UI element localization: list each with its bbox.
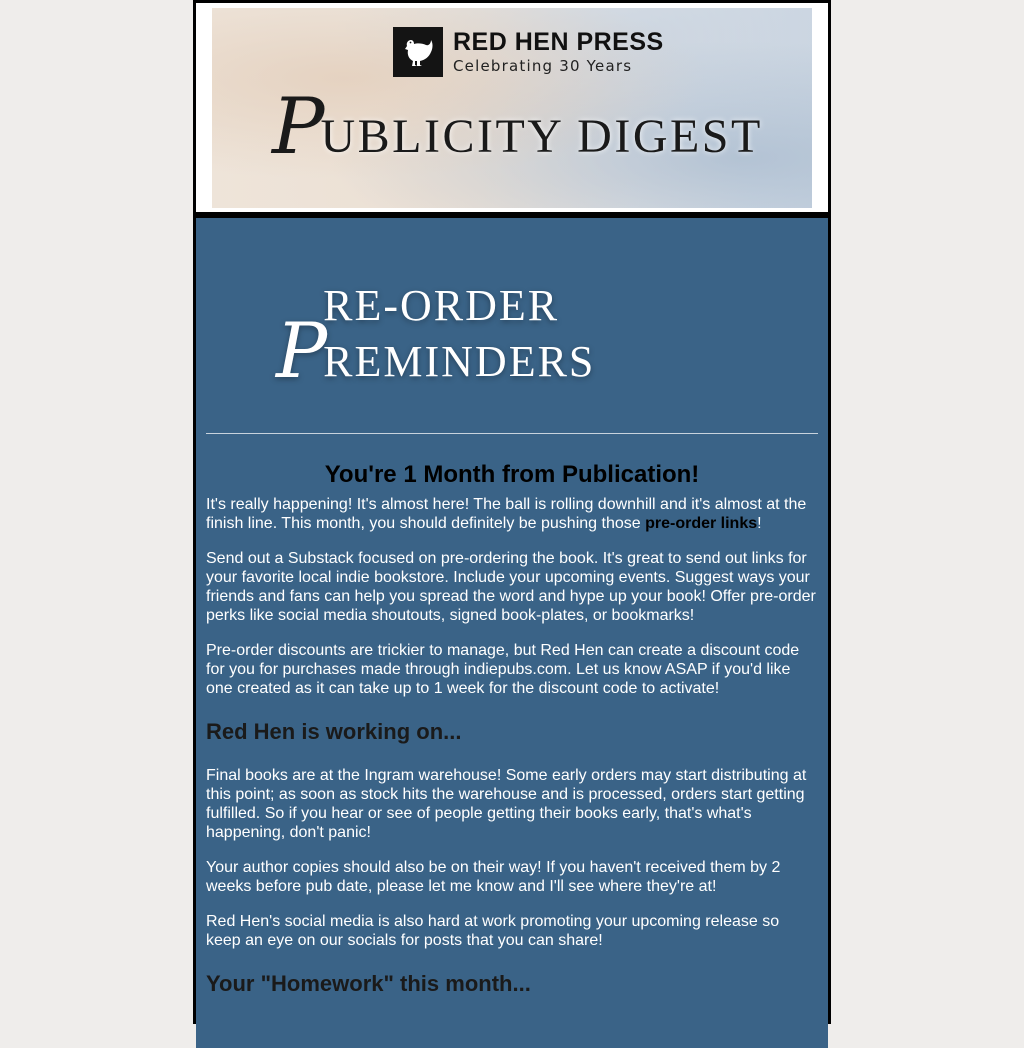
email-frame: [193, 0, 831, 1024]
paragraph-social-media: Red Hen's social media is also hard at work promoting your upcoming release so keep an eye on our socials for posts that you can share!: [206, 913, 780, 949]
paragraph-substack: Send out a Substack focused on pre-ordering the book. It's great to send out links for your favorite local indie bookstore. Include your upcoming events. Suggest ways your friends and fans can help you spread the word and hype up your book! Offer pre-order perks like social media shoutouts, signed book-plates, or bookmarks!: [206, 550, 816, 624]
hero-title: [276, 278, 818, 395]
header-card: [196, 3, 828, 212]
hero-section: [206, 218, 818, 433]
paragraph-discounts: Pre-order discounts are trickier to manage, but Red Hen can create a discount code for you for purchases made through indiepubs.com. Let us know ASAP if you'd like one created as it can take up to 1 week for the discount code to activate!: [206, 642, 800, 697]
publicity-digest-banner: [212, 8, 812, 208]
hero-title-rest: RE-ORDER REMINDERS: [323, 281, 596, 386]
logo-name: RED HEN PRESS: [453, 28, 664, 56]
main-heading: You're 1 Month from Publication!: [324, 461, 700, 488]
paragraph-intro-end: !: [757, 515, 762, 532]
section-heading-homework: Your "Homework" this month...: [206, 971, 531, 996]
section-heading-red-hen: Red Hen is working on...: [206, 719, 462, 744]
hero-title-initial: P: [276, 306, 328, 395]
banner-title-rest: UBLICITY DIGEST: [320, 110, 763, 163]
pre-order-links-link[interactable]: pre-order links: [645, 515, 758, 532]
paragraph-author-copies: Your author copies should also be on their way! If you haven't received them by 2 weeks before pub date, please let me know and I'll see where they're at!: [206, 859, 781, 895]
section-divider: [206, 433, 818, 434]
newsletter-body: [196, 218, 828, 1048]
paragraph-intro-text: It's really happening! It's almost here! The ball is rolling downhill and it's almost at the finish line. This month, you should definitely be pushing those: [206, 496, 807, 532]
hen-icon: [393, 27, 443, 77]
banner-title-initial: P: [272, 82, 325, 172]
paragraph-intro: [206, 495, 818, 533]
red-hen-press-logo[interactable]: [393, 27, 664, 77]
paragraph-final-books: Final books are at the Ingram warehouse! Some early orders may start distributing at this point; as soon as stock hits the warehouse and is processed, orders start getting fulfilled. So if you hear or see of people getting their books early, that's what's happening, don't panic!: [206, 767, 807, 841]
logo-tagline: Celebrating 30 Years: [453, 57, 633, 75]
banner-title: [272, 82, 763, 172]
